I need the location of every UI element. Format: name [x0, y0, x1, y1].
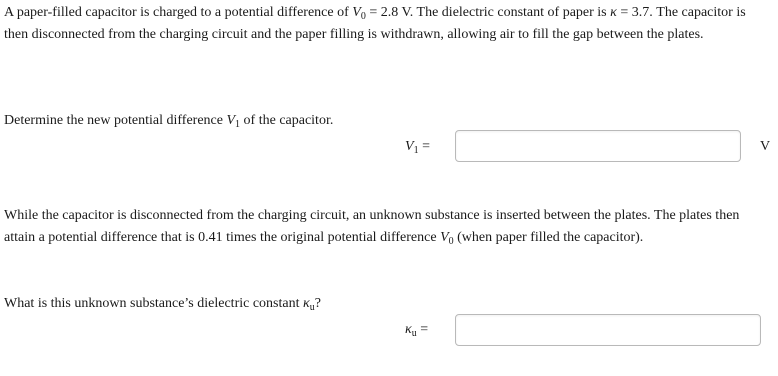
- kappa-u-symbol: κ: [303, 296, 310, 311]
- question-2: [4, 293, 770, 315]
- v1-unit: V: [760, 139, 771, 154]
- part-2-text-end: (when paper filled the capacitor).: [453, 230, 644, 245]
- v0-subscript: 0: [360, 11, 366, 22]
- problem-part-2: [4, 205, 770, 249]
- v1-subscript: 1: [235, 119, 241, 130]
- v1-symbol: V: [226, 113, 236, 128]
- problem-intro: [4, 2, 770, 46]
- intro-text-2: = 2.8 V. The dielectric constant of paper is: [365, 5, 611, 20]
- ku-label-symbol: κ: [405, 322, 412, 337]
- question-1-text: Determine the new potential difference: [4, 113, 227, 128]
- intro-text: A paper-filled capacitor is charged to a potential difference of: [4, 5, 353, 20]
- v0-symbol: V: [352, 5, 361, 20]
- question-2-text-end: ?: [314, 296, 321, 311]
- question-2-text: What is this unknown substance’s dielectric constant: [4, 296, 303, 311]
- kappa-symbol: κ: [610, 5, 617, 20]
- part-2-text: While the capacitor is disconnected from the charging circuit, an unknown substance is inserted between the plates. The plates then attain a potential difference that is 0.41 times the original potential difference: [4, 208, 740, 245]
- intro-text-3: = 3.7. The capacitor is then disconnected from the charging circuit and the paper filling is withdrawn, allowing air to fill the gap between the plates.: [4, 5, 746, 42]
- v1-answer-input[interactable]: [455, 130, 741, 162]
- ku-answer-input[interactable]: [455, 314, 761, 346]
- v0-subscript-2: 0: [448, 236, 454, 247]
- v1-label-subscript: 1: [413, 145, 419, 156]
- v1-label-symbol: V: [405, 139, 414, 154]
- ku-label-subscript: u: [411, 328, 417, 339]
- question-1-text-end: of the capacitor.: [240, 113, 334, 128]
- question-1: [4, 110, 770, 132]
- ku-label-equals: =: [416, 322, 429, 337]
- v1-label-equals: =: [418, 139, 430, 154]
- ku-answer-label: [405, 322, 428, 338]
- v0-symbol-2: V: [440, 230, 449, 245]
- kappa-u-subscript: u: [309, 302, 315, 313]
- v1-answer-label: [405, 139, 430, 155]
